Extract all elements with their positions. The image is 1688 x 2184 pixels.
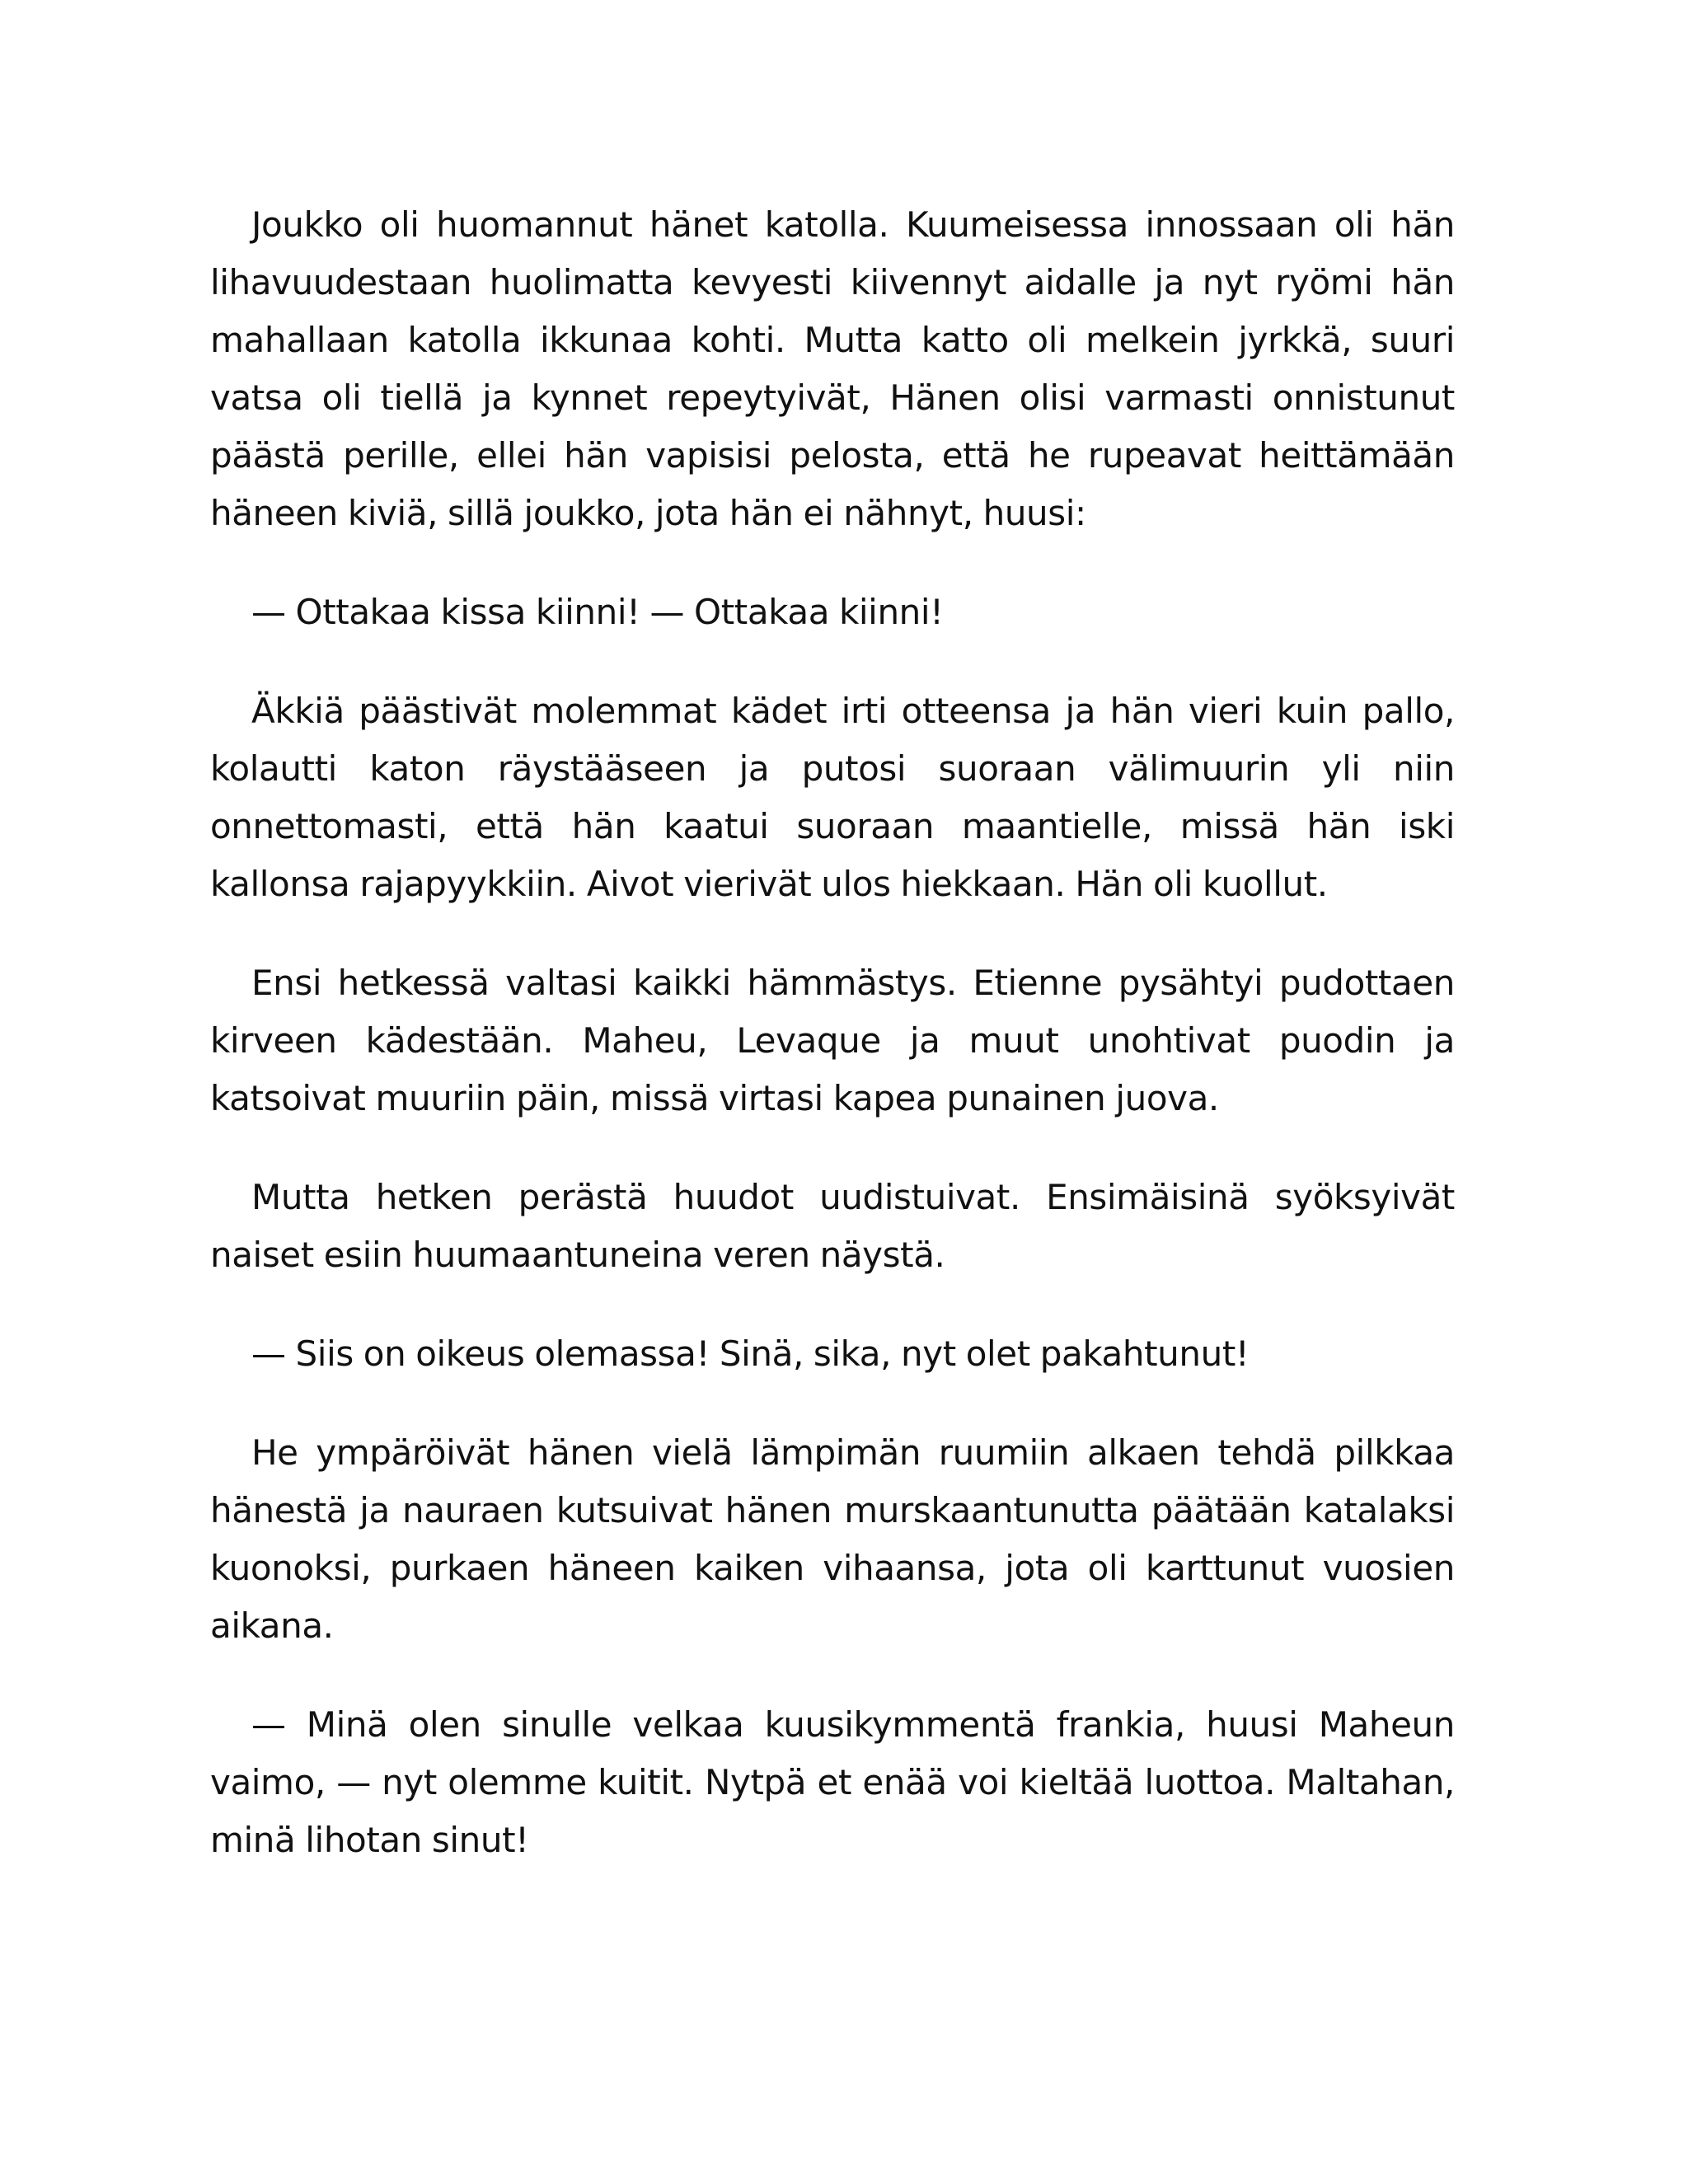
paragraph-2: — Ottakaa kissa kiinni! — Ottakaa kiinni! [251,592,944,632]
paragraph-6: — Siis on oikeus olemassa! Sinä, sika, nyt olet pakahtunut! [251,1333,1250,1374]
paragraph-7: He ympäröivät hänen vielä lämpimän ruumiin alkaen tehdä pilkkaa hänestä ja nauraen kutsuivat hänen murskaantunutta päätään katalaksi kuonoksi, purkaen häneen kaiken vihaansa, jota oli karttunut vuosien aikana. [210,1432,1455,1646]
paragraph-1: Joukko oli huomannut hänet katolla. Kuumeisessa innossaan oli hän lihavuudestaan huolimatta kevyesti kiivennyt aidalle ja nyt ryömi hän mahallaan katolla ikkunaa kohti. Mutta katto oli melkein jyrkkä, suuri vatsa oli tiellä ja kynnet repeytyivät, Hänen olisi varmasti onnistunut päästä perille, ellei hän vapisisi pelosta, että he rupeavat heittämään häneen kiviä, sillä joukko, jota hän ei nähnyt, huusi: [210,204,1455,533]
paragraph-3: Äkkiä päästivät molemmat kädet irti otteensa ja hän vieri kuin pallo, kolautti katon räystääseen ja putosi suoraan välimuurin yli niin onnettomasti, että hän kaatui suoraan maantielle, missä hän iski kallonsa rajapyykkiin. Aivot vierivät ulos hiekkaan. Hän oli kuollut. [210,691,1455,904]
paragraph-4: Ensi hetkessä valtasi kaikki hämmästys. Etienne pysähtyi pudottaen kirveen kädestään. Maheu, Levaque ja muut unohtivat puodin ja katsoivat muuriin päin, missä virtasi kapea punainen juova. [210,963,1455,1118]
page-body [210,196,1455,1910]
paragraph-8: — Minä olen sinulle velkaa kuusikymmentä frankia, huusi Maheun vaimo, — nyt olemme kuitit. Nytpä et enää voi kieltää luottoa. Maltahan, minä lihotan sinut! [210,1704,1455,1860]
paragraph-5: Mutta hetken perästä huudot uudistuivat. Ensimäisinä syöksyivät naiset esiin huumaantuneina veren näystä. [210,1177,1455,1275]
